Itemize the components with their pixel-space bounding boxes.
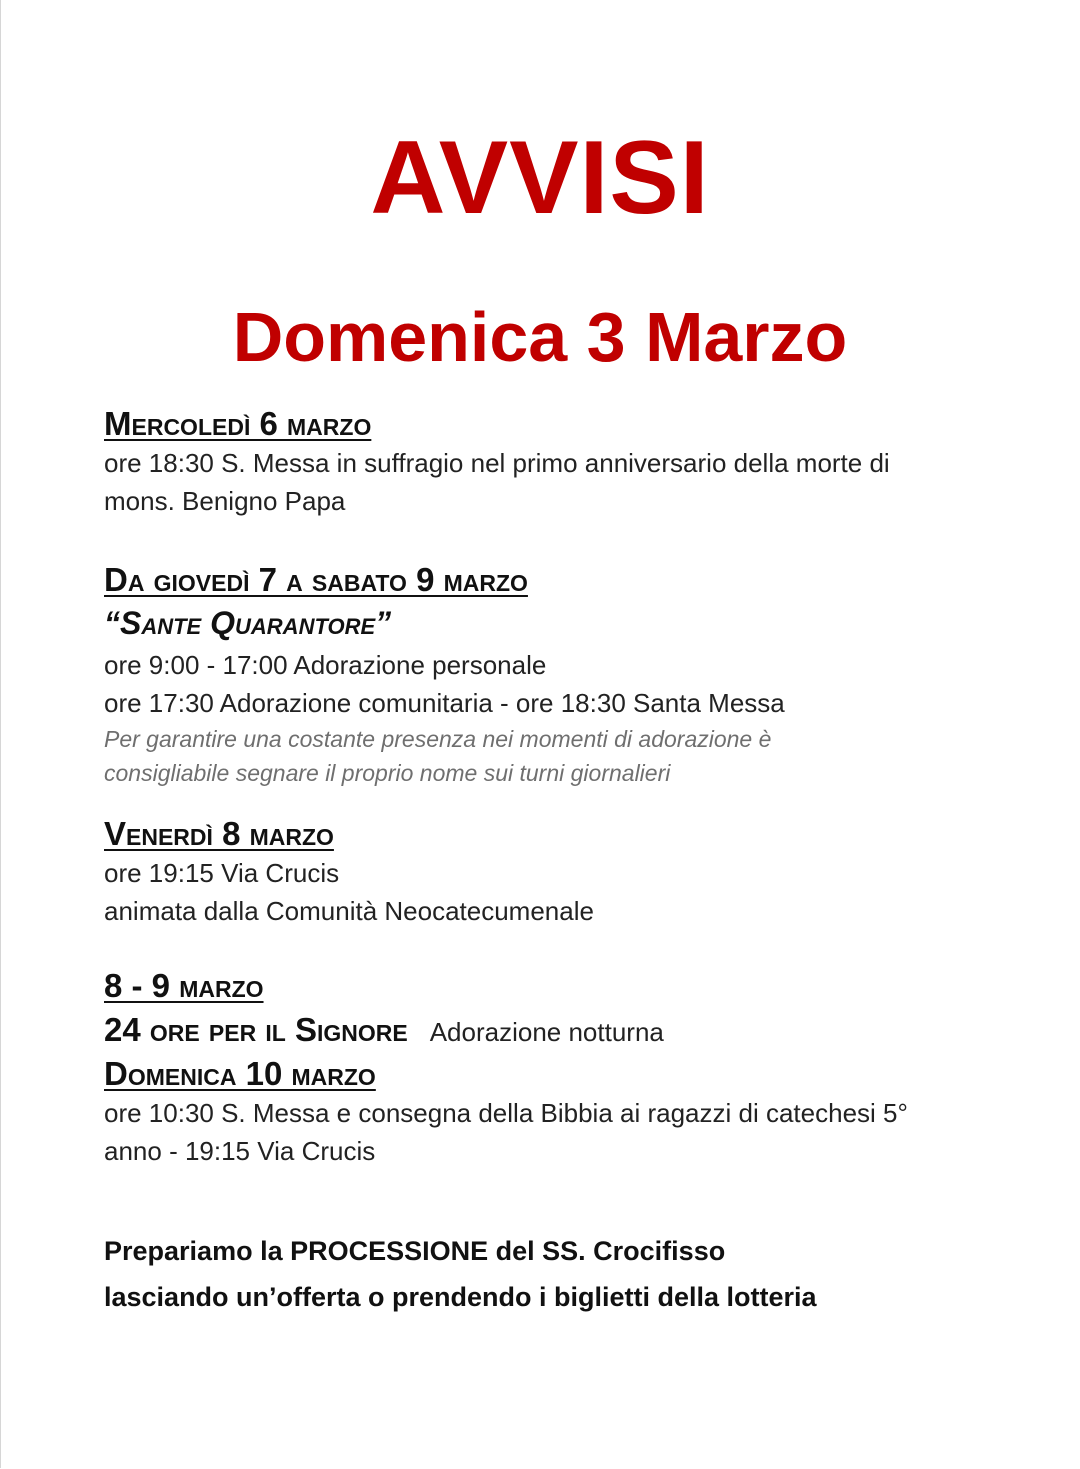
section-giovedi-sabato <box>104 560 984 790</box>
page-title: AVVISI <box>370 120 710 236</box>
section-line: mons. Benigno Papa <box>104 486 346 516</box>
section-heading: Venerdì 8 marzo <box>104 815 334 852</box>
closing-line: lasciando un’offerta o prendendo i biglietti della lotteria <box>104 1282 817 1312</box>
section-heading: Da giovedì 7 a sabato 9 marzo <box>104 561 528 598</box>
section-heading: 8 - 9 marzo <box>104 967 264 1004</box>
section-line: ore 10:30 S. Messa e consegna della Bibbia ai ragazzi di catechesi 5° <box>104 1098 908 1128</box>
event-title: 24 ore per il Signore <box>104 1011 408 1048</box>
section-venerdi <box>104 814 984 930</box>
spacer <box>104 790 984 814</box>
section-line: ore 17:30 Adorazione comunitaria - ore 18:30 Santa Messa <box>104 688 785 718</box>
closing-message <box>104 1228 984 1320</box>
spacer <box>104 520 984 560</box>
event-row <box>104 1006 984 1054</box>
event-detail: Adorazione notturna <box>429 1017 664 1047</box>
notices-content <box>104 404 984 1320</box>
section-line: ore 19:15 Via Crucis <box>104 858 340 888</box>
section-note: consigliabile segnare il proprio nome sui turni giornalieri <box>104 760 671 786</box>
section-mercoledi <box>104 404 984 520</box>
section-domenica <box>104 1054 984 1170</box>
section-line: anno - 19:15 Via Crucis <box>104 1136 376 1166</box>
section-heading: Mercoledì 6 marzo <box>104 405 372 442</box>
section-heading: Domenica 10 marzo <box>104 1055 376 1092</box>
closing-line: Prepariamo la PROCESSIONE del SS. Crocifisso <box>104 1236 726 1266</box>
spacer <box>104 930 984 966</box>
section-line: animata dalla Comunità Neocatecumenale <box>104 896 594 926</box>
spacer <box>104 1170 984 1228</box>
section-otto-nove <box>104 966 984 1054</box>
section-note: Per garantire una costante presenza nei momenti di adorazione è <box>104 726 772 752</box>
page-subtitle: Domenica 3 Marzo <box>232 298 848 376</box>
section-line: ore 9:00 - 17:00 Adorazione personale <box>104 650 547 680</box>
section-line: ore 18:30 S. Messa in suffragio nel primo anniversario della morte di <box>104 448 890 478</box>
section-subheading: “Sante Quarantore” <box>104 605 392 641</box>
